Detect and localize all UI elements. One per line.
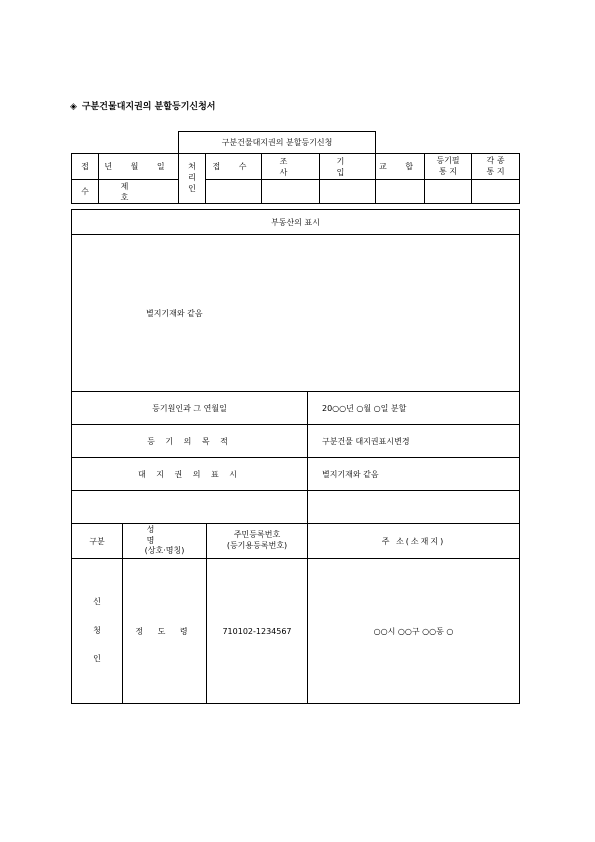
blank-cell xyxy=(262,180,320,204)
row-value: 별지기재와 같음 xyxy=(308,458,520,491)
receipt-table xyxy=(71,131,520,204)
col-giip: 기 입 xyxy=(320,154,376,180)
col-gyohap: 교 합 xyxy=(376,154,425,180)
applicant-id: 710102-1234567 xyxy=(207,559,308,704)
col-gakjong: 각 종 통 지 xyxy=(472,154,520,180)
blank-cell xyxy=(206,180,262,204)
name-header-line2: (상호·명칭) xyxy=(144,546,185,556)
row-label: 등 기 의 목 적 xyxy=(72,425,308,458)
gubun-header: 구분 xyxy=(72,524,123,559)
row-label: 대 지 권 의 표 시 xyxy=(72,458,308,491)
jeop-label: 접 xyxy=(72,154,99,180)
ymd-label: 년 월 일 xyxy=(99,154,179,180)
applicant-name: 정 도 령 xyxy=(123,559,207,704)
id-header-line1: 주민등록번호 xyxy=(233,530,281,540)
id-header xyxy=(207,524,308,559)
row-value: 20○○년 ○월 ○일 분할 xyxy=(308,392,520,425)
blank-cell xyxy=(72,491,308,524)
addr-header: 주 소(소재지) xyxy=(308,524,520,559)
document-title xyxy=(70,99,215,112)
row-value: 구분건물 대지권표시변경 xyxy=(308,425,520,458)
blank-cell xyxy=(472,180,520,204)
su-label: 수 xyxy=(72,180,99,204)
property-header: 부동산의 표시 xyxy=(72,210,520,235)
id-header-line2: (등기용등록번호) xyxy=(226,541,288,550)
blank-cell xyxy=(376,180,425,204)
receipt-header: 구분건물대지권의 분할등기신청 xyxy=(179,132,376,154)
name-header-line1: 성 명 xyxy=(146,524,183,545)
col-josa: 조 사 xyxy=(262,154,320,180)
col-deunggipil: 등기필 통 지 xyxy=(425,154,472,180)
blank-cell xyxy=(308,491,520,524)
col-jeopsu: 접 수 xyxy=(206,154,262,180)
applicant-address: ○○시 ○○구 ○○동 ○ xyxy=(308,559,520,704)
title-text: 구분건물대지권의 분할등기신청서 xyxy=(81,102,216,112)
cheori-in-label: 처 리 인 xyxy=(179,154,206,204)
diamond-icon: ◈ xyxy=(70,102,77,112)
property-content: 별지기재와 같음 xyxy=(72,235,520,392)
name-header xyxy=(123,524,207,559)
blank-cell xyxy=(425,180,472,204)
blank-cell xyxy=(320,180,376,204)
applicant-role: 신 청 인 xyxy=(72,559,123,704)
row-label: 등기원인과 그 연월일 xyxy=(72,392,308,425)
main-form-table xyxy=(71,209,520,704)
je-label: 제 호 xyxy=(99,180,179,204)
